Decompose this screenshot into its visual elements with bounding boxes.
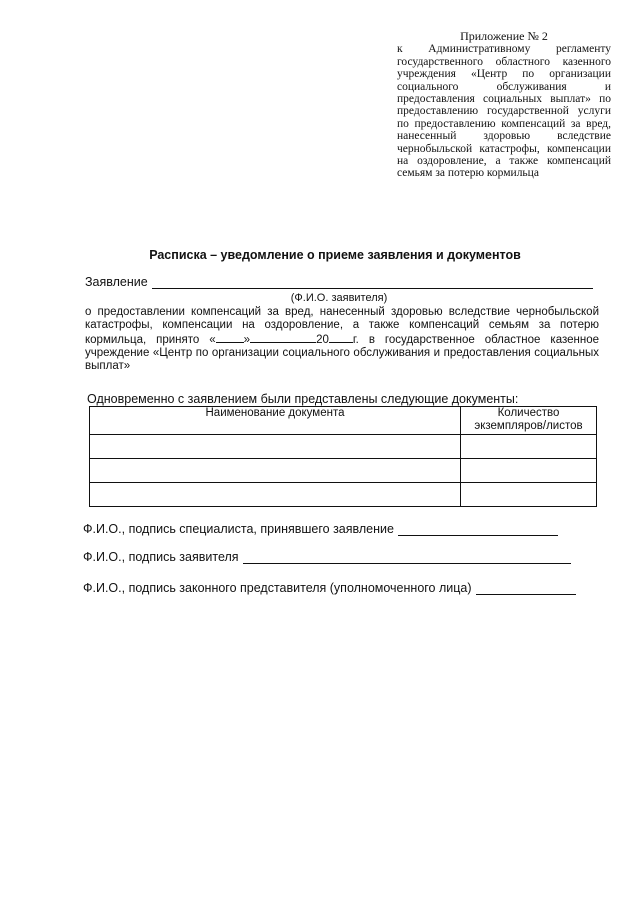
year-field[interactable] <box>329 332 353 343</box>
statement-row <box>85 275 593 289</box>
applicant-name-hint: (Ф.И.О. заявителя) <box>290 292 388 304</box>
table-cell[interactable] <box>461 459 597 483</box>
table-cell[interactable] <box>461 435 597 459</box>
signature-applicant-label: Ф.И.О., подпись заявителя <box>83 550 239 564</box>
column-quantity: Количество экземпляров/листов <box>461 407 597 435</box>
appendix-text: к Административному регламенту государственного областного казенного учреждения «Центр по организации социального обслуживания и предоставления социальных выплат» по предоставлению государственной услуги по предоставлению компенсаций за вред, нанесенный здоровью вследствие чернобыльской катастрофы, компенсации на оздоровление, а также компенсаций семьям за потерю кормильца <box>397 43 611 180</box>
table-cell[interactable] <box>90 459 461 483</box>
applicant-name-field[interactable] <box>152 276 593 289</box>
page-title: Расписка – уведомление о приеме заявления и документов <box>149 248 521 262</box>
table-row <box>90 459 597 483</box>
statement-text-1: о предоставлении компенсаций за вред, нанесенный здоровью вследствие чернобыльской катастрофы, компенсации на оздоровление, а также компенсаций семьям за потерю кормильца, принято « <box>85 306 599 347</box>
table-cell[interactable] <box>461 483 597 507</box>
statement-label: Заявление <box>85 275 148 289</box>
table-cell[interactable] <box>90 435 461 459</box>
appendix-block <box>397 30 611 180</box>
appendix-header: Приложение № 2 <box>460 29 548 43</box>
signature-specialist-label: Ф.И.О., подпись специалиста, принявшего заявление <box>83 522 394 536</box>
documents-table <box>89 406 597 507</box>
signature-applicant-row <box>83 550 571 564</box>
signature-specialist-field[interactable] <box>398 523 558 536</box>
month-field[interactable] <box>250 332 316 343</box>
table-row <box>90 483 597 507</box>
statement-text-3: 20 <box>316 334 329 347</box>
column-document-name: Наименование документа <box>90 407 461 435</box>
signature-representative-label: Ф.И.О., подпись законного представителя (уполномоченного лица) <box>83 581 472 595</box>
signature-applicant-field[interactable] <box>243 551 571 564</box>
statement-text <box>85 306 599 373</box>
documents-intro: Одновременно с заявлением были представлены следующие документы: <box>87 392 519 406</box>
signature-representative-row <box>83 581 576 595</box>
day-field[interactable] <box>216 332 244 343</box>
table-cell[interactable] <box>90 483 461 507</box>
statement-text-2: » <box>243 334 251 347</box>
signature-representative-field[interactable] <box>476 582 576 595</box>
statement-text-4: г. в государственное областное казенное учреждение «Центр по организации социального обслуживания и предоставления социальных выплат» <box>85 334 599 373</box>
signature-specialist-row <box>83 522 558 536</box>
table-header-row <box>90 407 597 435</box>
table-row <box>90 435 597 459</box>
